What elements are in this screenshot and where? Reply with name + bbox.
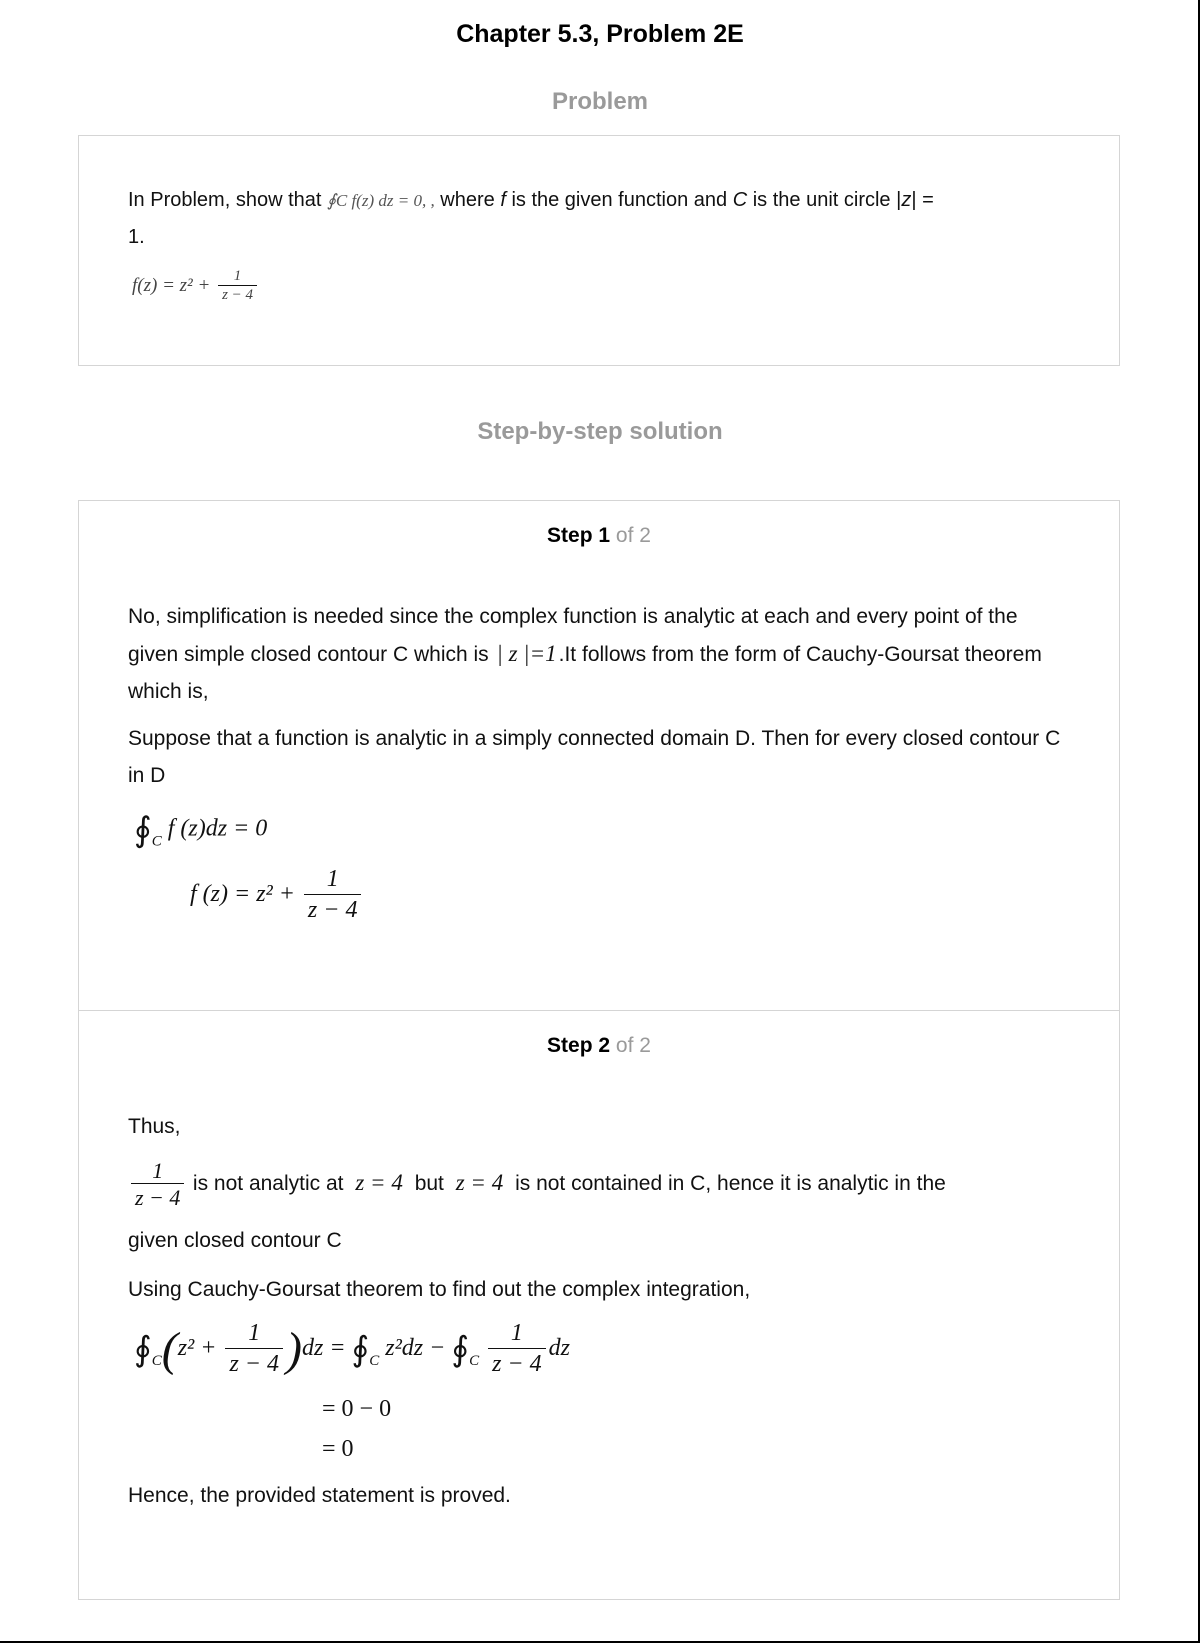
step-2-fraction: $\frac{1}{z - 4}$	[131, 1158, 184, 1212]
step-1-heading: Step 1 of 2	[547, 524, 651, 547]
problem-fraction: $\frac{1}{z - 4}$	[218, 268, 257, 305]
step-2-equation-3: = 0	[322, 1436, 354, 1462]
step-1-equation-1: $∮_C$ f (z)dz = 0	[134, 812, 268, 850]
step-1-fraction: $\frac{1}{z - 4}$	[304, 866, 362, 925]
problem-function: f(z) = z² + $\frac{1}{z - 4}$	[132, 268, 260, 305]
step-1-paragraph-1: No, simplification is needed since the complex function is analytic at each and every point of the given simple closed contour C which is | z |=1.It follows from the form of Cauchy-Goursat theorem which is,	[128, 605, 1042, 703]
step-2-using: Using Cauchy-Goursat theorem to find out the complex integration,	[128, 1278, 751, 1301]
step-2-heading: Step 2 of 2	[547, 1034, 651, 1057]
step-2-equation-1: $∮_C(z^2$ + $\frac{1}{z - 4}$ )$dz = ∮_C$ $z^2dz - ∮_C$ $\frac{1}{z - 4}$ dz	[134, 1320, 570, 1377]
page-title: Chapter 5.3, Problem 2E	[456, 20, 744, 48]
step-2-conclusion: Hence, the provided statement is proved.	[128, 1484, 511, 1507]
step-1-paragraph-2: Suppose that a function is analytic in a simply connected domain D. Then for every closed contour C in D	[128, 727, 1061, 787]
step-divider	[78, 1010, 1120, 1011]
solution-heading: Step-by-step solution	[477, 418, 723, 445]
problem-statement: In Problem, show that ∮C f(z) dz = 0, , where f is the given function and C is the unit circle |z| = 1.	[128, 189, 934, 248]
step-2-paragraph-1: $\frac{1}{z - 4}$ is not analytic at z = 4 but z = 4 is not contained in C, hence it is analytic in the	[128, 1158, 1073, 1212]
step-2-paragraph-1-cont: given closed contour C	[128, 1229, 342, 1252]
integral-expression: ∮C f(z) dz = 0, ,	[327, 191, 435, 210]
problem-heading: Problem	[551, 88, 649, 115]
step-2-thus: Thus,	[128, 1115, 181, 1138]
step-1-equation-2: f (z) = z² + $\frac{1}{z - 4}$	[190, 866, 364, 925]
step-2-equation-2: = 0 − 0	[322, 1396, 392, 1422]
